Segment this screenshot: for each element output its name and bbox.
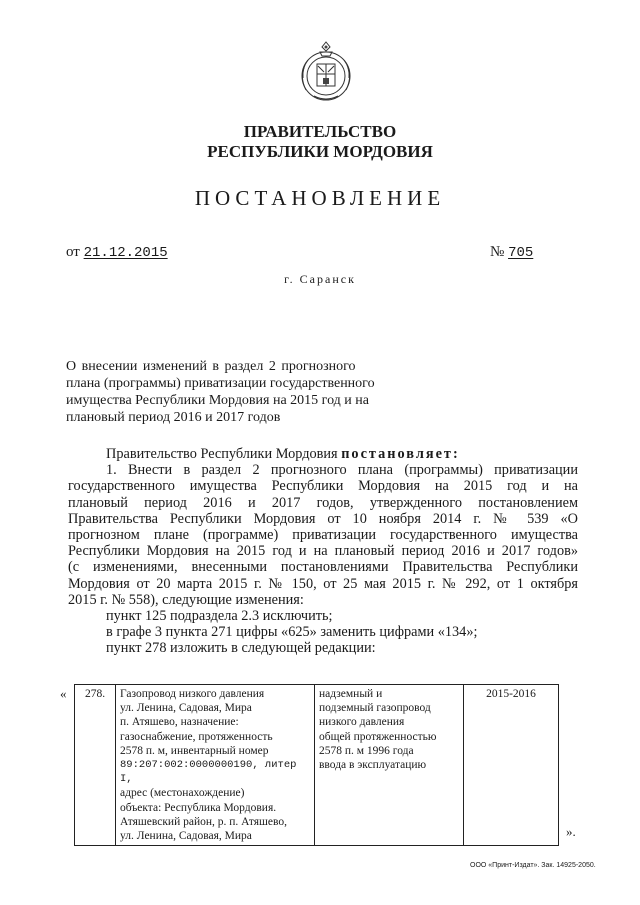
government-name-line1: ПРАВИТЕЛЬСТВО — [243, 122, 397, 141]
para-line: Республики Мордовия на 2015 год и на плановый период 2016 и 2017 годов» — [68, 543, 578, 560]
subject-line: О внесении изменений в раздел 2 прогнозного — [66, 359, 356, 374]
cell-number: 278. — [75, 685, 116, 846]
para-line: 1. Внести в раздел 2 прогнозного плана (программы) приватизации — [106, 462, 578, 479]
para-line: государственного имущества Республики Мордовия на 2015 год и на — [68, 478, 578, 495]
cell-period: 2015-2016 — [464, 685, 559, 846]
document-type-title: ПОСТАНОВЛЕНИЕ — [194, 186, 446, 210]
table-close-quote: ». — [566, 824, 576, 839]
para-line: прогнозном плане (программе) приватизации государственного имущества — [68, 527, 578, 544]
number-value: 705 — [508, 245, 534, 261]
para-line: плановый период 2016 и 2017 годов, утвержденного постановлением — [68, 494, 578, 511]
cell-characteristics: надземный и подземный газопровод низкого давления общей протяженностью 2578 п. м 1996 года ввода в эксплуатацию — [315, 685, 464, 846]
cell-object-description: Газопровод низкого давления ул. Ленина, Садовая, Мира п. Атяшево, назначение: газоснабжение, протяженность 2578 п. м, инвентарный номер 89:207:002:0000000190, литер I, адрес (местонахождение) объекта: Республика Мордовия. Атяшевский район, р. п. Атяшево, ул. Ленина, Садовая, Мира — [116, 685, 315, 846]
date-value: 21.12.2015 — [83, 245, 168, 261]
date-prefix: от — [66, 244, 80, 260]
number-field — [490, 244, 558, 261]
para-line: (с изменениями, внесенными постановлениями Правительства Республики — [68, 559, 578, 576]
coat-of-arms-emblem — [296, 38, 356, 104]
intro-resolves: постановляет: — [341, 446, 460, 462]
subject-line: плана (программы) приватизации государственного — [66, 376, 375, 391]
table-open-quote: « — [60, 686, 67, 701]
intro-text: Правительство Республики Мордовия — [106, 446, 338, 462]
change-item: в графе 3 пункта 271 цифры «625» заменить цифрами «134»; — [106, 624, 478, 641]
subject-block — [66, 358, 416, 426]
government-name-line2: РЕСПУБЛИКИ МОРДОВИЯ — [207, 142, 433, 161]
para-line: Правительства Республики Мордовия от 10 ноября 2014 г. № 539 «О — [68, 510, 578, 527]
table-row — [75, 685, 559, 846]
amendment-table — [74, 684, 559, 846]
number-prefix: № — [490, 244, 505, 260]
change-item: пункт 125 подраздела 2.3 исключить; — [106, 608, 333, 625]
change-item: пункт 278 изложить в следующей редакции: — [106, 640, 376, 657]
para-line: 2015 г. № 558), следующие изменения: — [68, 591, 304, 608]
subject-line: плановый период 2016 и 2017 годов — [66, 410, 281, 425]
intro-line — [68, 446, 578, 462]
city: г. Саранск — [284, 272, 356, 286]
date-field — [66, 244, 168, 261]
printer-footer: ООО «Принт-Издат». Зак. 14925-2050. — [470, 862, 596, 869]
body-text — [68, 446, 578, 657]
subject-line: имущества Республики Мордовия на 2015 год и на — [66, 393, 369, 408]
para-line: Мордовия от 20 марта 2015 г. № 150, от 25 мая 2015 г. № 292, от 1 октября — [68, 575, 578, 592]
